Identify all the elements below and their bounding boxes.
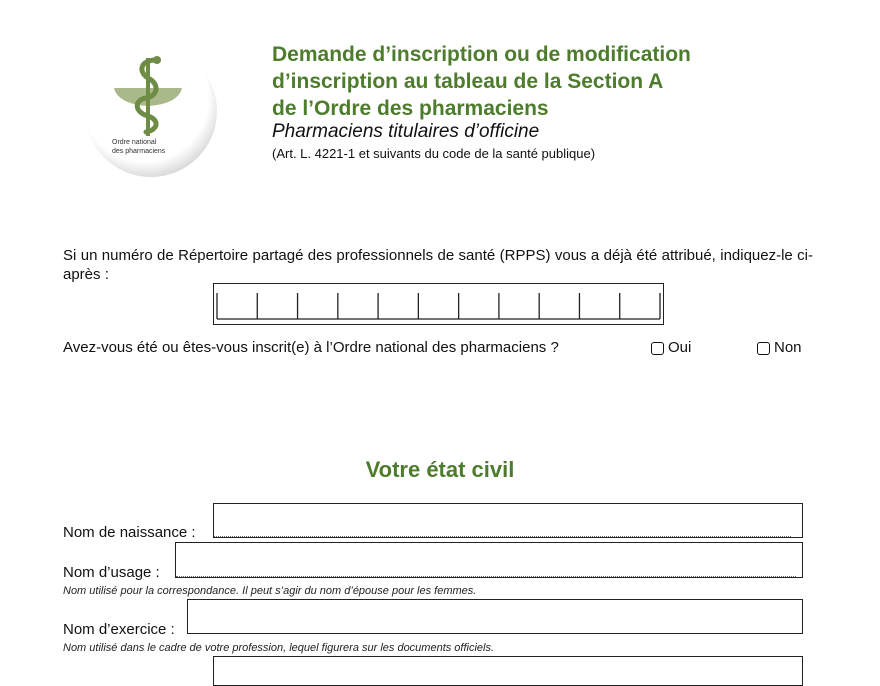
title-line-2: d’inscription au tableau de la Section A — [272, 70, 664, 93]
next-field-input[interactable] — [213, 656, 803, 686]
rpps-digit-cells[interactable] — [213, 283, 664, 325]
checkbox-non[interactable] — [757, 342, 770, 355]
form-title — [272, 41, 832, 122]
inscription-question: Avez-vous été ou êtes-vous inscrit(e) à l’Ordre national des pharmaciens ? — [63, 339, 559, 356]
exercise-name-label: Nom d’exercice : — [63, 621, 175, 638]
exercise-name-hint: Nom utilisé dans le cadre de votre profession, lequel figurera sur les documents officiels. — [63, 642, 495, 654]
logo-text-line1: Ordre national — [112, 139, 157, 146]
legal-reference: (Art. L. 4221-1 et suivants du code de la santé publique) — [272, 146, 596, 161]
exercise-name-input[interactable] — [187, 599, 803, 634]
logo-text-line2: des pharmaciens — [112, 148, 166, 155]
form-subtitle: Pharmaciens titulaires d’officine — [272, 121, 540, 142]
birth-name-label: Nom de naissance : — [63, 524, 196, 541]
ordre-pharmaciens-logo — [84, 44, 218, 178]
section-title: Votre état civil — [365, 457, 515, 482]
usage-name-label: Nom d’usage : — [63, 564, 160, 581]
usage-name-input[interactable] — [175, 542, 803, 578]
rpps-instruction: Si un numéro de Répertoire partagé des professionnels de santé (RPPS) vous a déjà été attribué, indiquez-le ci-après : — [63, 247, 813, 283]
title-line-3: de l’Ordre des pharmaciens — [272, 97, 549, 120]
option-non-label: Non — [774, 339, 802, 356]
birth-name-input[interactable] — [213, 503, 803, 538]
option-oui-label: Oui — [668, 339, 692, 356]
title-line-1: Demande d’inscription ou de modification — [272, 43, 691, 66]
usage-name-hint: Nom utilisé pour la correspondance. Il peut s’agir du nom d’épouse pour les femmes. — [63, 585, 477, 597]
checkbox-oui[interactable] — [651, 342, 664, 355]
logo-text — [112, 138, 186, 156]
